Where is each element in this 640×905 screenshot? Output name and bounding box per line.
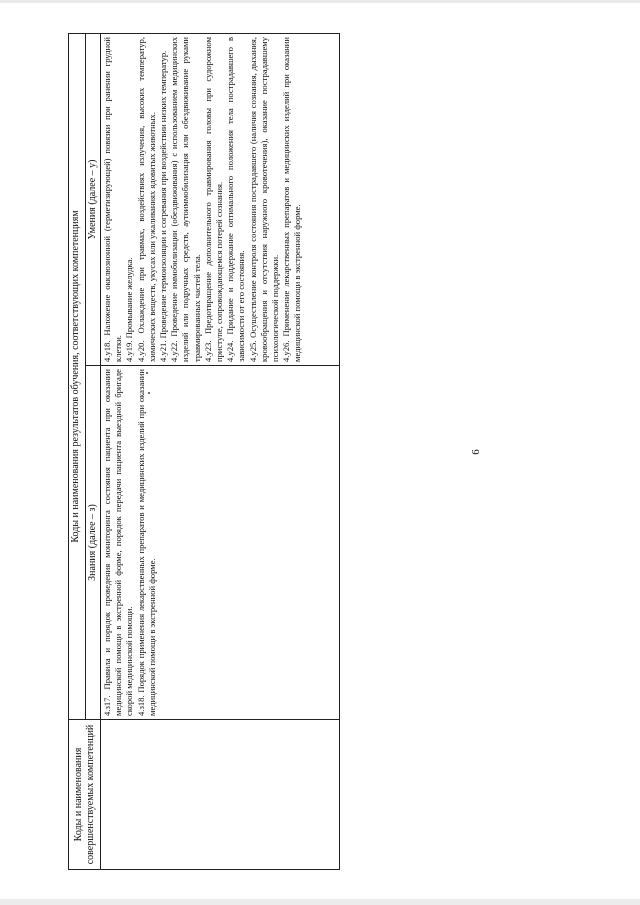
skill-item: 4.у20. Охлаждение при травмах, воздействиях излучения, высоких температур, химических веществ, укусах или ужаливаниях ядовитых животных. [135, 36, 157, 362]
skills-cell [101, 33, 340, 365]
skill-item: 4.у21. Проведение термоизоляции и согревания при воздействии низких температур. [158, 50, 169, 362]
scan-edge-top [0, 0, 640, 3]
table-row [101, 33, 340, 869]
skill-item: 4.у18. Наложение окклюзионной (герметизирующей) повязки при ранении грудной клетки. [102, 36, 124, 362]
page-number: 6 [469, 449, 482, 455]
rotated-document [68, 34, 340, 870]
competency-cell [101, 720, 340, 870]
knowledge-item: 4.з17. Правила и порядок проведения мониторинга состояния пациента при оказании медицинской помощи в экстренной форме, порядок передачи пациента выездной бригаде скорой медицинской помощи. [102, 369, 135, 716]
knowledge-cell [101, 366, 340, 720]
header-results: Коды и наименования результатов обучения, соответствующих компетенциям [69, 33, 86, 719]
skill-item: 4.у25. Осуществление контроля состояния пострадавшего (наличия сознания, дыхания, кровообращения и отсутствия наружного кровотечения), оказание пострадавшему психологической поддержки. [247, 36, 281, 362]
header-knowledge: Знания (далее – з) [86, 366, 101, 720]
header-competencies: Коды и наименования совершенствуемых компетенций [69, 720, 101, 870]
skill-item: 4.у26. Применение лекарственных препаратов и медицинских изделий при оказании медицинской помощи в экстренной форме. [281, 36, 303, 362]
skill-item: 4.у23. Предотвращение дополнительного травмирования головы при судорожном приступе, сопровождающемся потерей сознания. [202, 36, 225, 362]
table-header-row [69, 33, 86, 869]
header-skills: Умения (далее – у) [86, 33, 101, 365]
skill-item: 4.у19. Промывание желудка. [124, 257, 135, 362]
knowledge-item: 4.з18. Порядок применения лекарственных препаратов и медицинских изделий при оказании медицинской помощи в экстренной форме. [135, 369, 157, 716]
skill-item: 4.у24. Придание и поддержание оптимального положения тела пострадавшего в зависимости от его состояния. [225, 36, 247, 362]
skill-item: 4.у22. Проведение иммобилизации (обездвиживания) с использованием медицинских изделий или подручных средств, аутоиммобилизация или обездвиживание руками травмированных частей тела. [169, 36, 202, 362]
scan-edge-bottom [0, 899, 640, 905]
competency-table [68, 33, 340, 870]
